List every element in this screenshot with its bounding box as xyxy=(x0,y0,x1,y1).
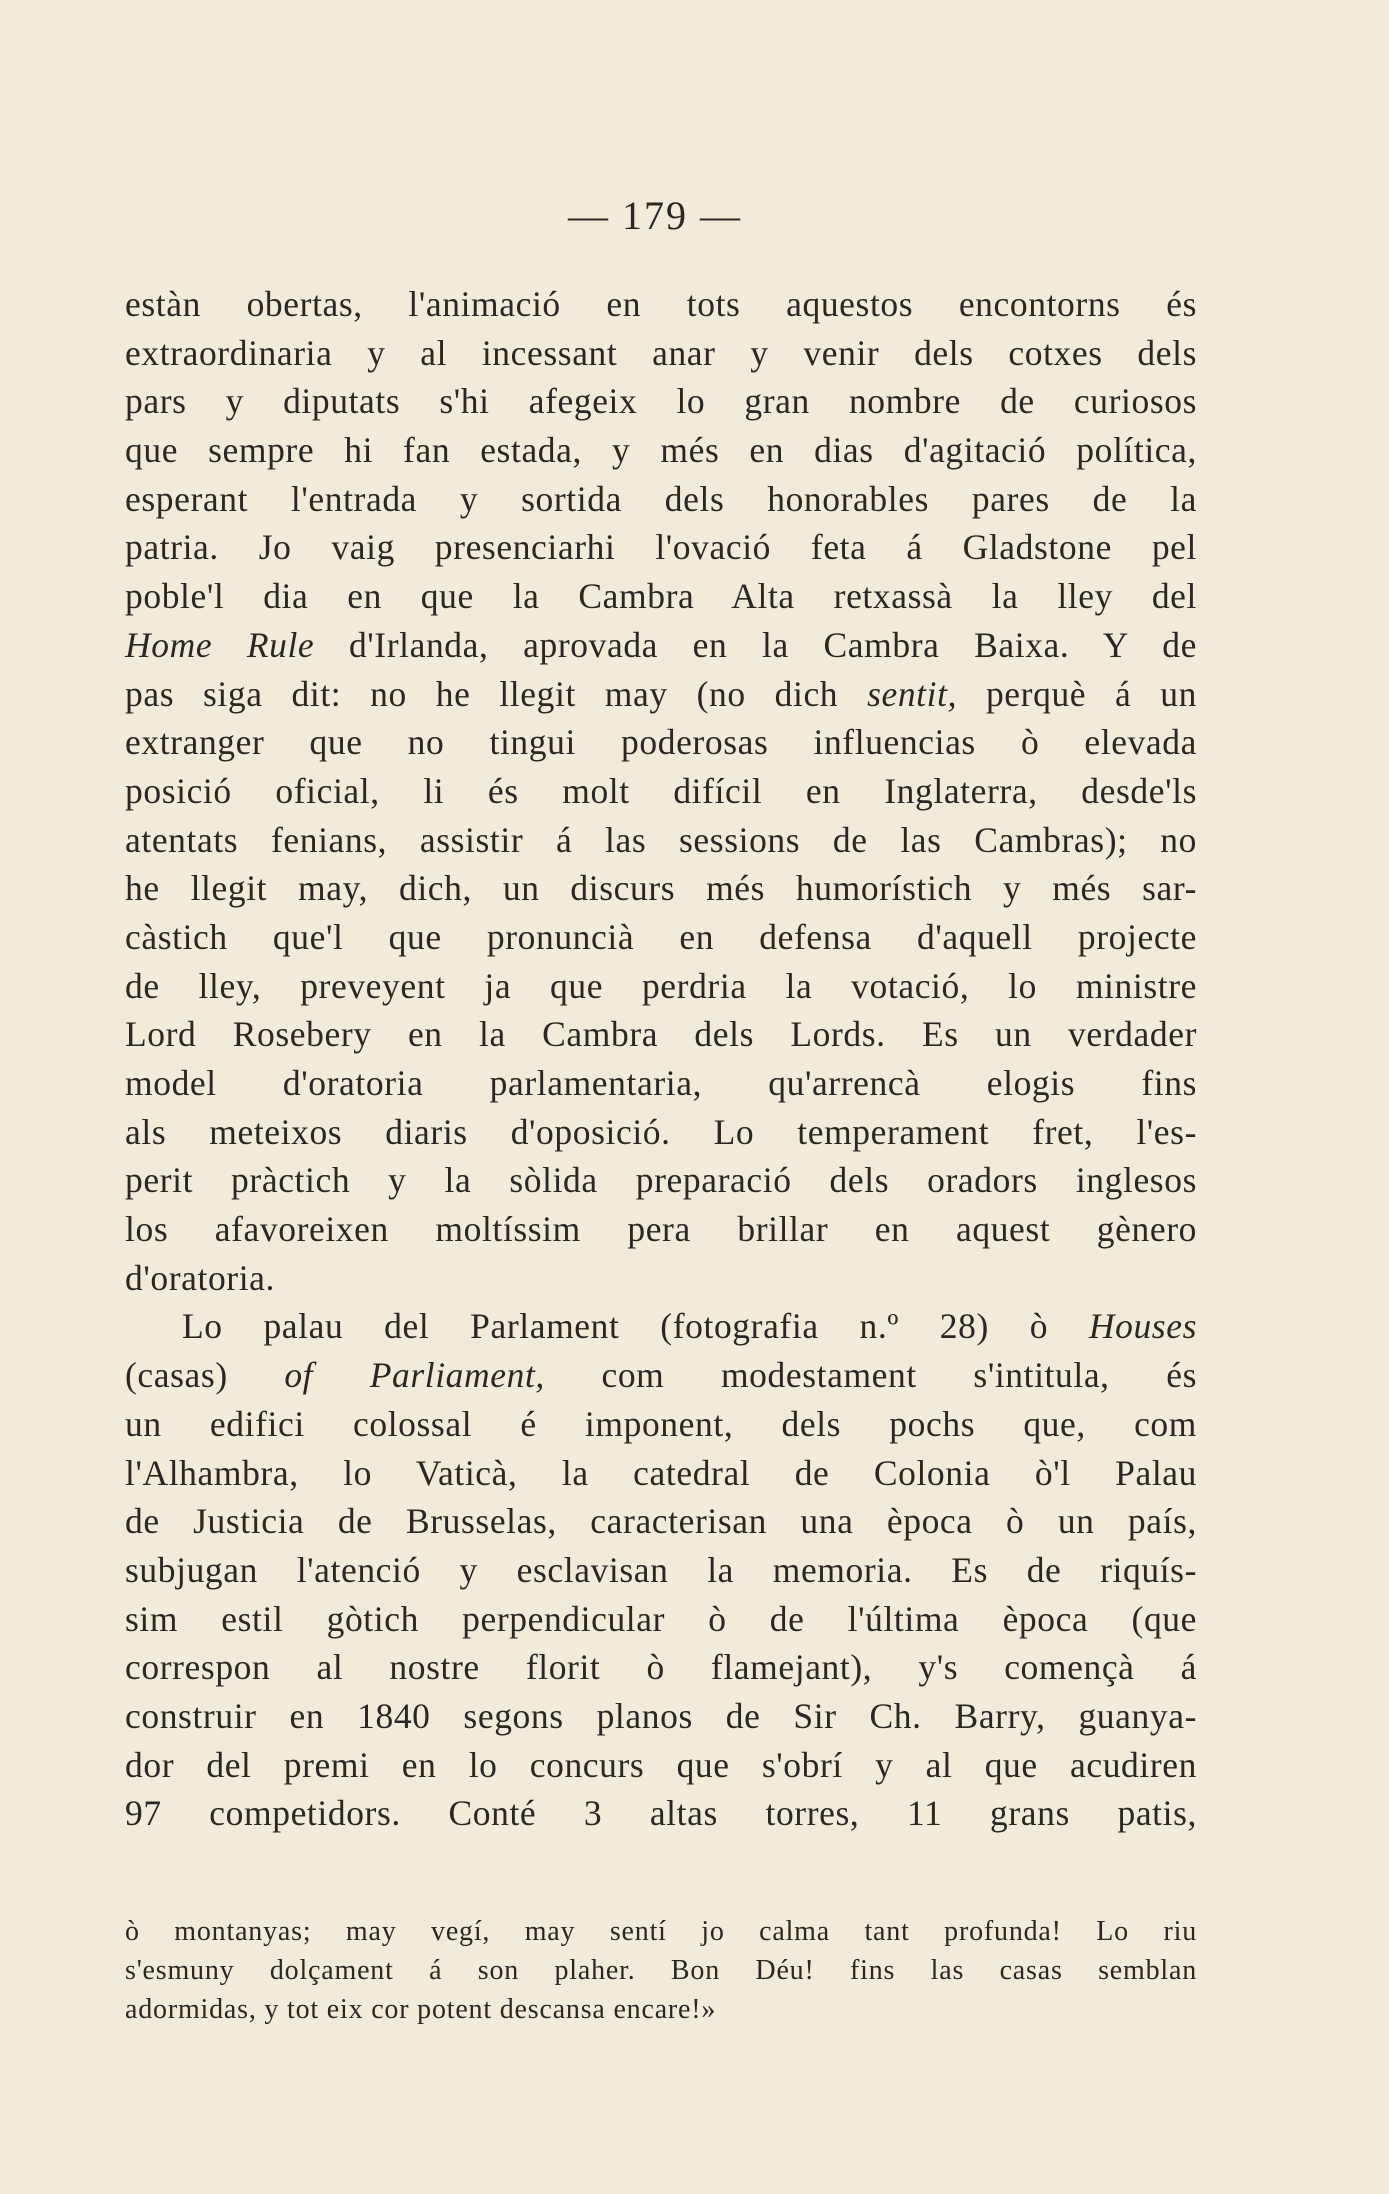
text-line: d'oratoria. xyxy=(125,1257,276,1298)
text-line: càstich que'l que pronuncià en defensa d'aquell projecte xyxy=(125,916,1197,957)
text-line: correspon al nostre florit ò flamejant), y's començà á xyxy=(125,1647,1197,1688)
text-line: patria. Jo vaig presenciarhi l'ovació feta á Gladstone pel xyxy=(125,527,1197,568)
text-line: Home Rule d'Irlanda, aprovada en la Cambra Baixa. Y de xyxy=(125,624,1197,665)
text-line: atentats fenians, assistir á las sessions de las Cambras); no xyxy=(125,819,1197,860)
text-line: sim estil gòtich perpendicular ò de l'última època (que xyxy=(125,1598,1197,1639)
text-line: extranger que no tingui poderosas influencias ò elevada xyxy=(125,722,1197,763)
footnote xyxy=(125,1912,1197,2029)
text-line: que sempre hi fan estada, y més en dias d'agitació política, xyxy=(125,430,1197,471)
text-line: Lord Rosebery en la Cambra dels Lords. Es un verdader xyxy=(125,1014,1197,1055)
text-line: perit pràctich y la sòlida preparació dels oradors inglesos xyxy=(125,1160,1197,1201)
text-line: Lo palau del Parlament (fotografia n.º 28) ò Houses xyxy=(182,1306,1197,1347)
text-line: poble'l dia en que la Cambra Alta retxassà la lley del xyxy=(125,576,1197,617)
text-line: subjugan l'atenció y esclavisan la memoria. Es de riquís- xyxy=(125,1549,1197,1590)
text-line: dor del premi en lo concurs que s'obrí y al que acudiren xyxy=(125,1744,1197,1785)
text-line: de lley, preveyent ja que perdria la votació, lo ministre xyxy=(125,965,1197,1006)
main-text xyxy=(125,280,1197,1838)
text-line: 97 competidors. Conté 3 altas torres, 11 grans patis, xyxy=(125,1793,1197,1834)
footnote-line: ò montanyas; may vegí, may sentí jo calma tant profunda! Lo riu xyxy=(125,1916,1197,1947)
footnote-line: adormidas, y tot eix cor potent descansa encare!» xyxy=(125,1994,717,2025)
text-line: pas siga dit: no he llegit may (no dich sentit, perquè á un xyxy=(125,673,1197,714)
text-line: model d'oratoria parlamentaria, qu'arrencà elogis fins xyxy=(125,1063,1197,1103)
text-line: esperant l'entrada y sortida dels honorables pares de la xyxy=(125,478,1197,519)
text-line: (casas) of Parliament, com modestament s'intitula, és xyxy=(125,1355,1197,1396)
text-line: un edifici colossal é imponent, dels pochs que, com xyxy=(125,1403,1197,1444)
text-line: als meteixos diaris d'oposició. Lo temperament fret, l'es- xyxy=(125,1111,1197,1152)
text-line: posició oficial, li és molt difícil en Inglaterra, desde'ls xyxy=(125,770,1197,811)
text-line: de Justicia de Brusselas, caracterisan una època ò un país, xyxy=(125,1501,1197,1542)
page-number: — 179 — xyxy=(568,193,742,238)
footnote-line: s'esmuny dolçament á son plaher. Bon Déu! fins las casas semblan xyxy=(125,1955,1197,1986)
text-line: los afavoreixen moltíssim pera brillar en aquest gènero xyxy=(125,1209,1197,1250)
text-line: he llegit may, dich, un discurs més humorístich y més sar- xyxy=(125,868,1197,909)
text-line: construir en 1840 segons planos de Sir Ch. Barry, guanya- xyxy=(125,1695,1197,1736)
text-line: pars y diputats s'hi afegeix lo gran nombre de curiosos xyxy=(125,381,1197,422)
text-line: estàn obertas, l'animació en tots aquestos encontorns és xyxy=(125,284,1197,324)
text-line: l'Alhambra, lo Vaticà, la catedral de Colonia ò'l Palau xyxy=(125,1452,1197,1493)
text-line: extraordinaria y al incessant anar y venir dels cotxes dels xyxy=(125,332,1197,373)
